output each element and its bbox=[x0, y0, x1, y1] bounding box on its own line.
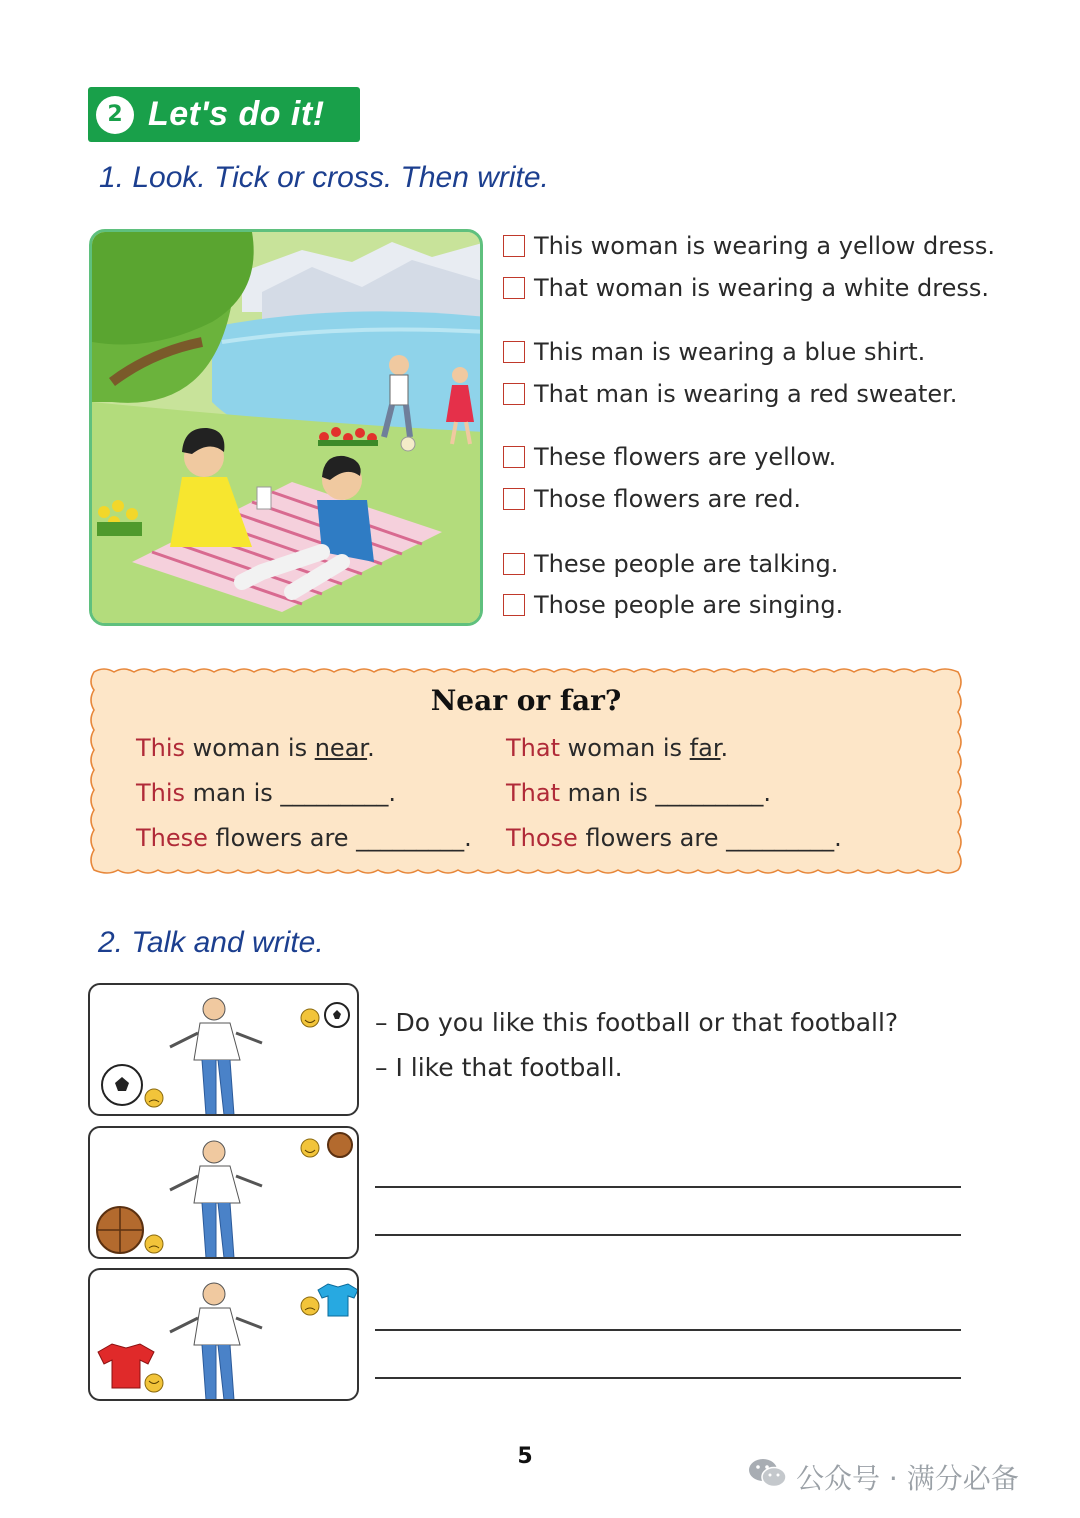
near-far-sentence: That woman is far. bbox=[506, 734, 729, 762]
watermark-text: 公众号 · 满分必备 bbox=[796, 1461, 1019, 1495]
checkbox[interactable] bbox=[503, 383, 525, 405]
statement-row[interactable]: These people are talking. bbox=[503, 550, 838, 578]
statement-row[interactable]: These flowers are yellow. bbox=[503, 443, 836, 471]
checkbox[interactable] bbox=[503, 235, 525, 257]
near-far-sentence: This man is _________. bbox=[136, 779, 397, 807]
statement-row[interactable]: This woman is wearing a yellow dress. bbox=[503, 232, 995, 260]
section-number-badge: 2 bbox=[96, 96, 134, 134]
section-title: Let's do it! bbox=[148, 95, 325, 133]
checkbox[interactable] bbox=[503, 553, 525, 575]
answer-writing-line[interactable] bbox=[375, 1329, 961, 1331]
answer-writing-line[interactable] bbox=[375, 1234, 961, 1236]
wechat-icon bbox=[748, 1456, 788, 1497]
checkbox[interactable] bbox=[503, 488, 525, 510]
dialog-line-answer: – I like that football. bbox=[375, 1053, 623, 1082]
picture-panel-football bbox=[88, 983, 359, 1116]
dialog-line-question: – Do you like this football or that football? bbox=[375, 1008, 899, 1037]
statement-row[interactable]: Those people are singing. bbox=[503, 591, 843, 619]
near-far-sentence: These flowers are _________. bbox=[136, 824, 472, 852]
statement-row[interactable]: This man is wearing a blue shirt. bbox=[503, 338, 925, 366]
near-far-sentence: That man is _________. bbox=[506, 779, 771, 807]
answer-writing-line[interactable] bbox=[375, 1377, 961, 1379]
picture-panel-tshirt bbox=[88, 1268, 359, 1401]
answer-writing-line[interactable] bbox=[375, 1186, 961, 1188]
exercise-1-heading: 1. Look. Tick or cross. Then write. bbox=[99, 161, 549, 194]
near-or-far-box bbox=[86, 664, 966, 878]
page-number: 5 bbox=[517, 1444, 533, 1469]
checkbox[interactable] bbox=[503, 594, 525, 616]
statement-row[interactable]: That woman is wearing a white dress. bbox=[503, 274, 989, 302]
near-or-far-title: Near or far? bbox=[430, 684, 622, 717]
checkbox[interactable] bbox=[503, 341, 525, 363]
watermark bbox=[748, 1456, 1019, 1497]
statement-row[interactable]: That man is wearing a red sweater. bbox=[503, 380, 957, 408]
exercise-2-heading: 2. Talk and write. bbox=[98, 926, 324, 959]
checkbox[interactable] bbox=[503, 277, 525, 299]
near-far-sentence: This woman is near. bbox=[136, 734, 375, 762]
park-scene-illustration bbox=[89, 229, 483, 626]
section-banner bbox=[88, 87, 360, 142]
picture-panel-basketball bbox=[88, 1126, 359, 1259]
near-far-sentence: Those flowers are _________. bbox=[506, 824, 842, 852]
statement-row[interactable]: Those flowers are red. bbox=[503, 485, 801, 513]
checkbox[interactable] bbox=[503, 446, 525, 468]
